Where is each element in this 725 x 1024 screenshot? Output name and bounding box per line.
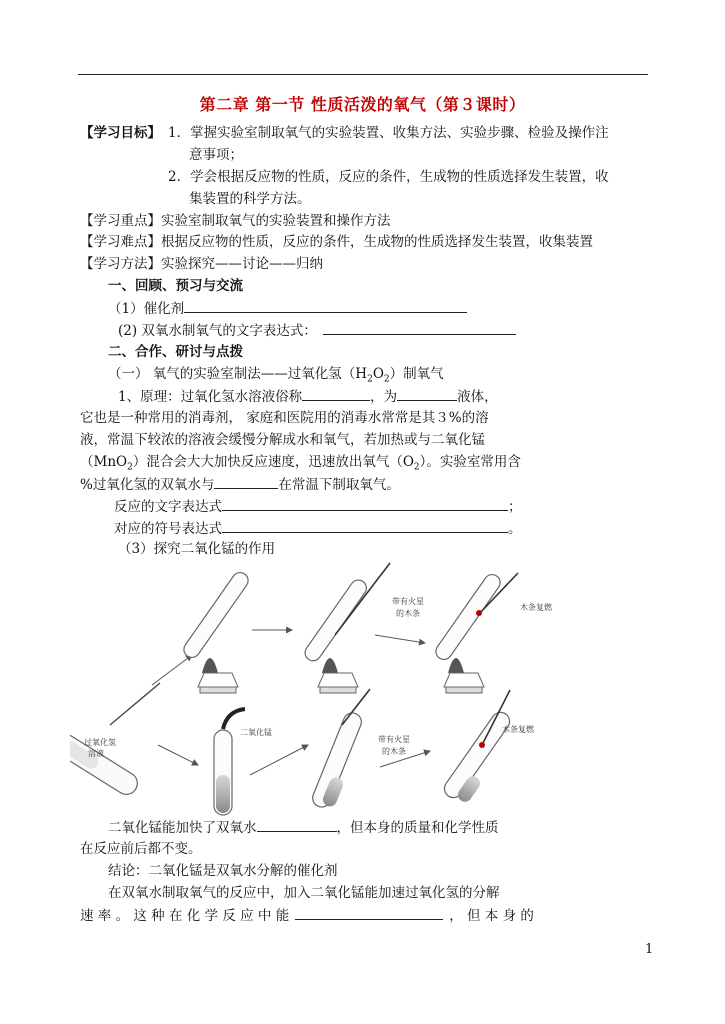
experiment-figure <box>70 555 590 825</box>
catalyst-definition-blank[interactable] <box>295 906 443 920</box>
label-splint-top-2: 的木条 <box>396 609 420 618</box>
principle-line-1 <box>118 387 498 406</box>
word-equation <box>114 497 522 516</box>
conclusion-5-a: 速 率 。 这 种 在 化 学 反 应 中 能 <box>80 908 290 924</box>
subsection-1-sub: 2 <box>367 374 373 385</box>
key-points: 【学习重点】实验室制取氧气的实验装置和操作方法 <box>80 213 391 229</box>
subsection-1-sub-b: 2 <box>383 374 390 385</box>
conclusion-line-2: 在反应前后都不变。 <box>80 841 202 857</box>
principle-text-a: 1、原理：过氧化氢水溶液俗称 <box>118 389 303 405</box>
explore-heading: （3）探究二氧化锰的作用 <box>118 541 276 557</box>
question-2 <box>118 321 516 340</box>
question-2-blank[interactable] <box>323 321 516 335</box>
objective-2-line-2: 集装置的科学方法。 <box>189 191 311 207</box>
question-1 <box>108 299 467 318</box>
label-splint-bottom-1: 带有火星 <box>378 735 410 744</box>
principle-4-a: （MnO <box>80 454 128 470</box>
splint-tube-bottom <box>310 689 370 810</box>
subsection-1-o: O <box>372 366 384 382</box>
label-relight-top: 木条复燃 <box>520 603 552 612</box>
symbol-equation-blank[interactable] <box>222 519 508 533</box>
question-1-blank[interactable] <box>184 299 467 313</box>
label-h2o2-solution: 溶液 <box>88 749 104 758</box>
arrow-down-left <box>158 745 198 765</box>
principle-text-b: ，为 <box>370 389 398 405</box>
principle-5-a: %过氧化氢的双氧水与 <box>80 477 215 493</box>
heated-tube-2 <box>302 563 390 693</box>
principle-4-sub: 2 <box>127 462 133 473</box>
principle-line-2: 它也是一种常用的消毒剂， 家庭和医院用的消毒水常常是其３%的溶 <box>80 410 489 426</box>
word-equation-label: 反应的文字表达式 <box>114 499 222 515</box>
color-blank[interactable] <box>397 387 457 401</box>
conclusion-line-4: 在双氧水制取氧气的反应中，加入二氧化锰能加速过氧化氢的分解 <box>108 885 500 901</box>
conclusion-line-1 <box>108 818 499 837</box>
symbol-equation-label: 对应的符号表达式 <box>114 521 222 537</box>
page-title: 第二章 第一节 性质活泼的氧气（第３课时） <box>199 95 526 114</box>
methods: 【学习方法】实验探究——讨论——归纳 <box>80 256 323 272</box>
arrow-top-2 <box>375 635 425 643</box>
conclusion-1-a: 二氧化锰能加快了双氧水 <box>108 820 257 836</box>
conclusion-5-b: ， 但 本 身 的 <box>449 908 534 924</box>
page-number: 1 <box>645 942 654 957</box>
section-1-heading: 一、回顾、预习与交流 <box>108 278 243 294</box>
arrow-up-left <box>152 655 192 685</box>
label-splint-top-1: 带有火星 <box>392 597 424 606</box>
mno2-tube <box>214 709 245 815</box>
label-mno2: 二氧化锰 <box>240 728 272 737</box>
principle-text-c: 液体， <box>457 389 498 405</box>
objectives-label: 【学习目标】 <box>80 125 161 141</box>
objective-2-line-1: 2．学会根据反应物的性质，反应的条件，生成物的性质选择发生装置，收 <box>168 169 609 185</box>
effect-blank[interactable] <box>257 818 337 832</box>
principle-4-c: ）。实验室常用含 <box>419 454 521 470</box>
objective-1-line-2: 意事项； <box>189 147 243 163</box>
word-equation-blank[interactable] <box>222 497 508 511</box>
reagent-blank[interactable] <box>214 475 278 489</box>
symbol-equation-end: 。 <box>508 521 522 537</box>
section-2-heading: 二、合作、研讨与点拨 <box>108 344 243 360</box>
question-1-label: （1）催化剂 <box>108 301 185 317</box>
principle-4-sub2: 2 <box>413 462 420 473</box>
conclusion-line-5 <box>80 906 534 925</box>
principle-4-b: ）混合会大大加快反应速度，迅速放出氧气（O <box>132 454 414 470</box>
label-relight-bottom: 木条复燃 <box>502 725 534 734</box>
symbol-equation <box>114 519 522 538</box>
difficulties: 【学习难点】根据反应物的性质，反应的条件，生成物的性质选择发生装置，收集装置 <box>80 234 593 250</box>
common-name-blank[interactable] <box>302 387 370 401</box>
label-splint-bottom-2: 的木条 <box>382 747 406 756</box>
arrow-bottom-1 <box>250 745 308 775</box>
heated-tube-1 <box>181 569 251 693</box>
objective-1-line-1: 1．掌握实验室制取氧气的实验装置、收集方法、实验步骤、检验及操作注 <box>168 125 609 141</box>
heated-tube-3 <box>433 571 518 693</box>
conclusion-line-3: 结论：二氧化锰是双氧水分解的催化剂 <box>108 863 338 879</box>
principle-line-4 <box>80 453 521 477</box>
relit-tube-bottom <box>441 690 513 804</box>
subsection-1-text-a: （一） 氧气的实验室制法——过氧化氢（H <box>108 366 368 382</box>
principle-5-b: 在常温下制取氧气。 <box>278 477 400 493</box>
principle-line-3: 液，常温下较浓的溶液会缓慢分解成水和氧气，若加热或与二氧化锰 <box>80 432 485 448</box>
question-2-label: (2) 双氧水制氧气的文字表达式： <box>118 323 317 339</box>
label-h2o2: 过氧化氢 <box>84 738 116 747</box>
header-rule <box>78 74 648 75</box>
conclusion-1-b: ，但本身的质量和化学性质 <box>336 820 499 836</box>
principle-line-5 <box>80 475 400 494</box>
subsection-1-text-b: ）制氧气 <box>389 366 444 382</box>
subsection-1-heading <box>108 365 444 389</box>
word-equation-end: ； <box>508 499 522 515</box>
